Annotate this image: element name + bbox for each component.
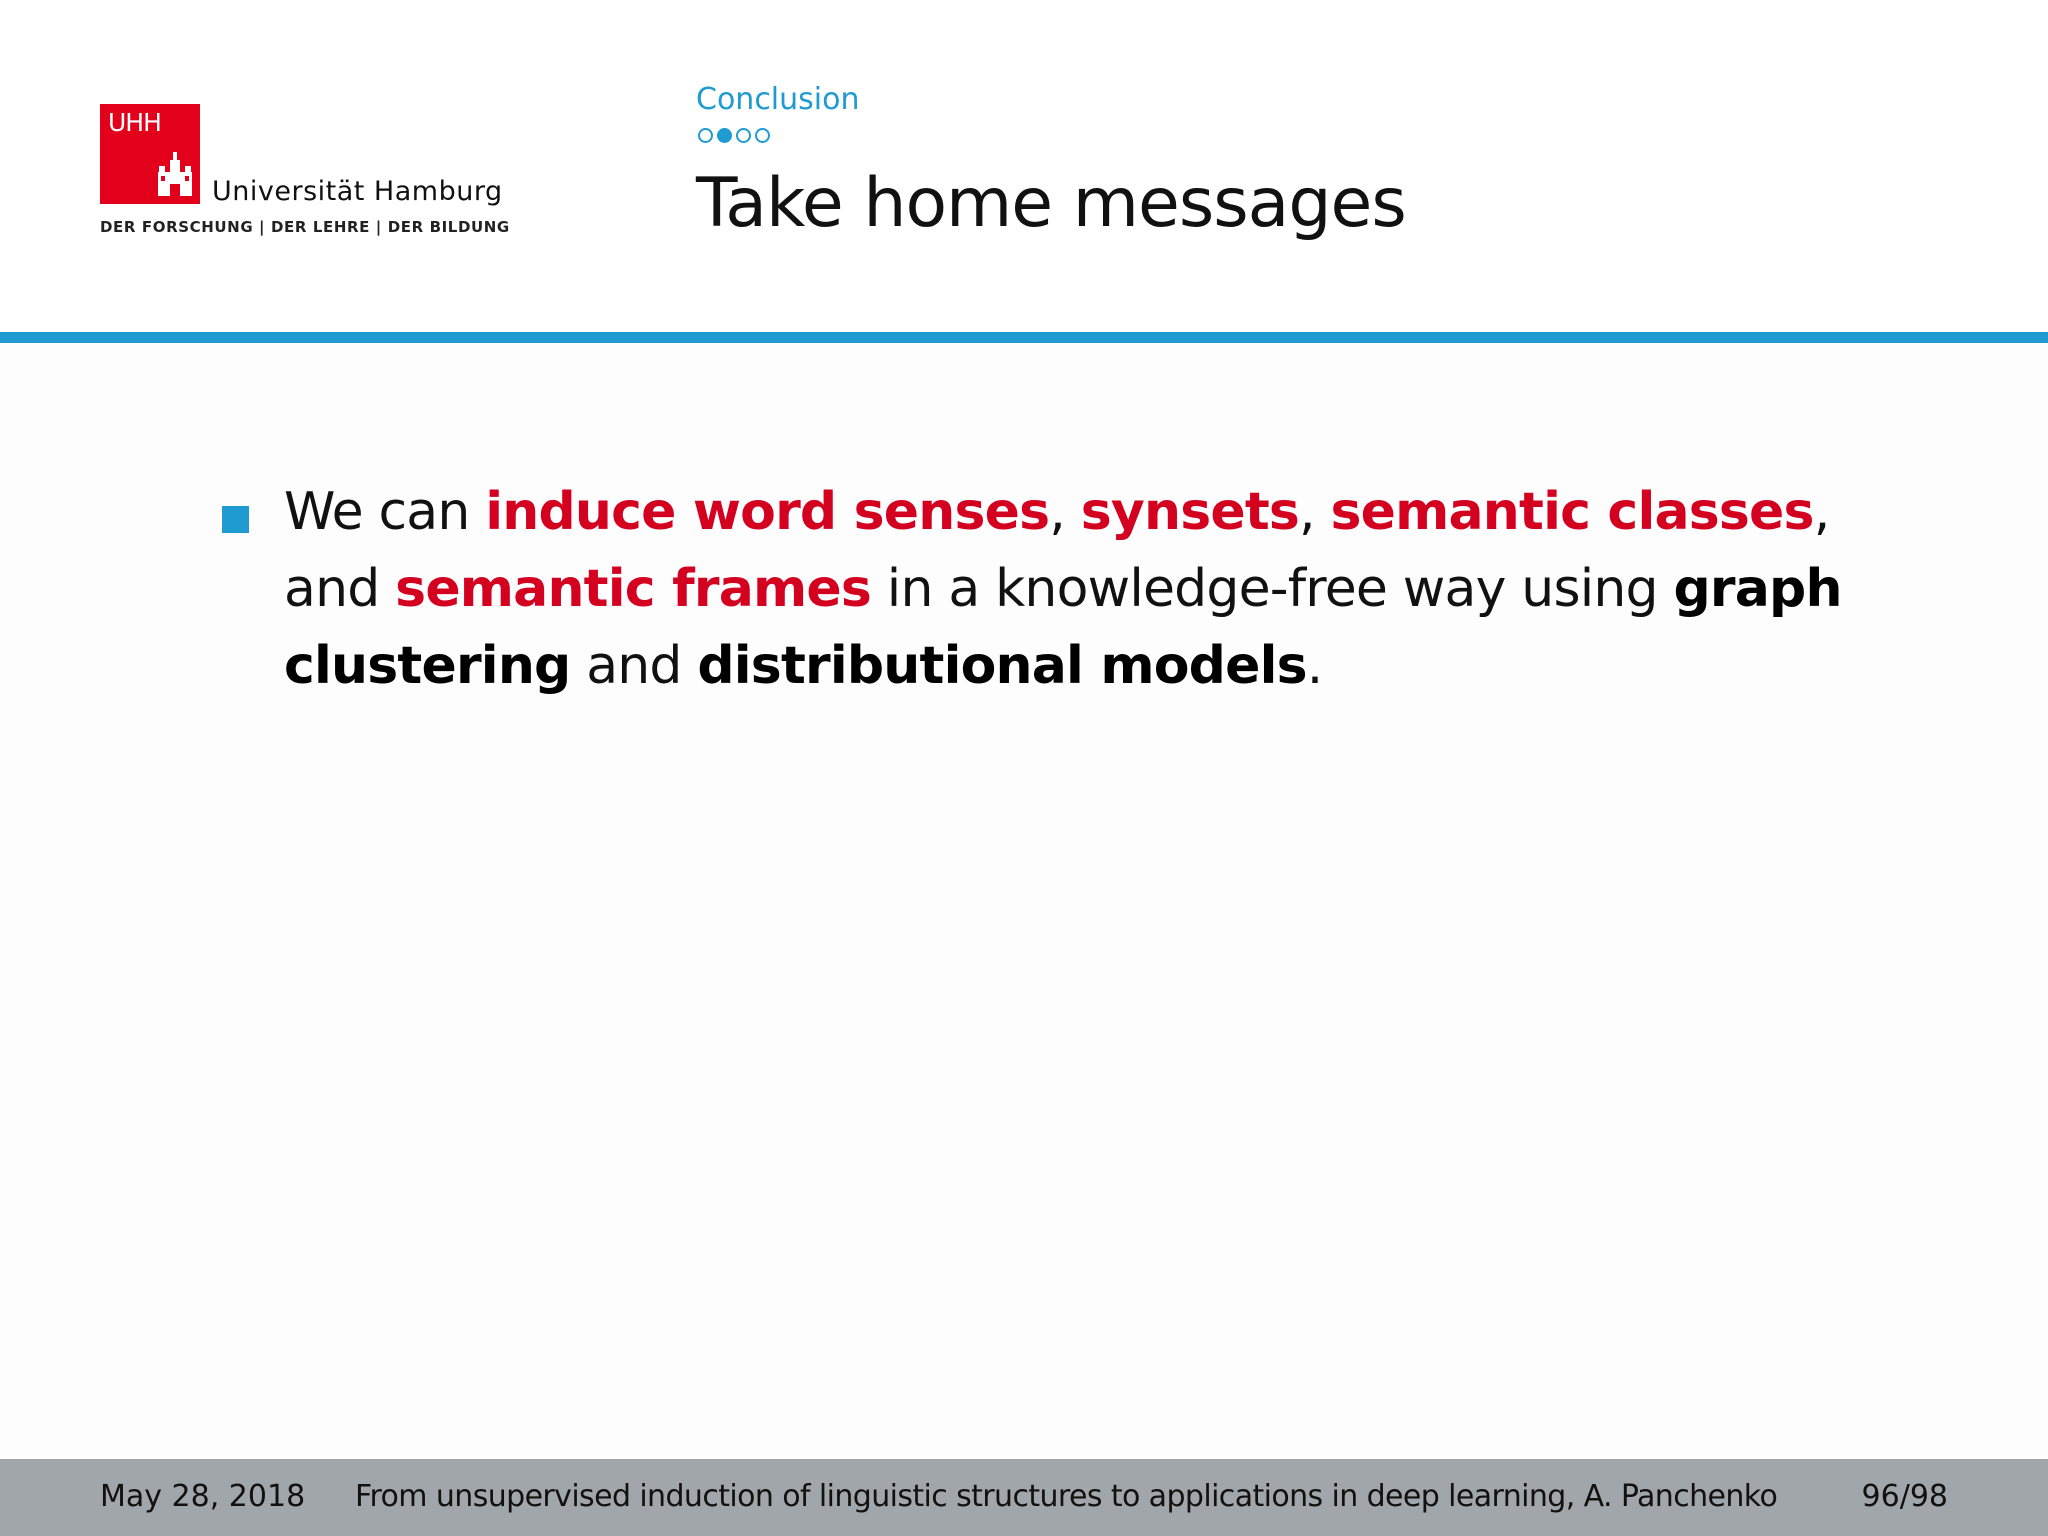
header-divider — [0, 332, 2048, 343]
slide-title: Take home messages — [696, 164, 1406, 243]
bullet-square-icon — [222, 506, 249, 533]
footer-date: May 28, 2018 — [100, 1479, 306, 1514]
bullet-item — [284, 474, 1874, 705]
footer-page-number: 96/98 — [1861, 1479, 1948, 1514]
bullet-text: , and — [284, 482, 1830, 619]
progress-dot-current — [717, 128, 732, 143]
bold-graph-clustering: graph clustering — [284, 559, 1842, 696]
highlight-synsets: synsets — [1080, 482, 1300, 542]
university-logo — [100, 104, 520, 240]
slide-footer — [0, 1459, 2048, 1536]
footer-talk-title: From unsupervised induction of linguistic structures to applications in deep learning, A. Panchenko — [355, 1479, 1778, 1514]
bullet-text: , — [1049, 482, 1081, 542]
bullet-text: We can — [284, 482, 486, 542]
university-tagline: DER FORSCHUNG | DER LEHRE | DER BILDUNG — [100, 218, 510, 236]
bullet-text: . — [1306, 636, 1323, 696]
progress-dot — [755, 128, 770, 143]
highlight-semantic-frames: semantic frames — [395, 559, 872, 619]
logo-red-box — [100, 104, 200, 204]
highlight-semantic-classes: semantic classes — [1330, 482, 1814, 542]
bullet-text: and — [570, 636, 698, 696]
section-name: Conclusion — [696, 82, 860, 117]
progress-dot — [698, 128, 713, 143]
hamburg-castle-icon — [156, 150, 194, 200]
university-name: Universität Hamburg — [212, 176, 503, 207]
bold-distributional-models: distributional models — [697, 636, 1307, 696]
bullet-text: in a knowledge-free way using — [871, 559, 1674, 619]
logo-abbreviation: UHH — [108, 108, 161, 137]
progress-dot — [736, 128, 751, 143]
slide-header — [0, 0, 2048, 332]
bullet-text: , — [1299, 482, 1331, 542]
highlight-word-senses: induce word senses — [485, 482, 1050, 542]
